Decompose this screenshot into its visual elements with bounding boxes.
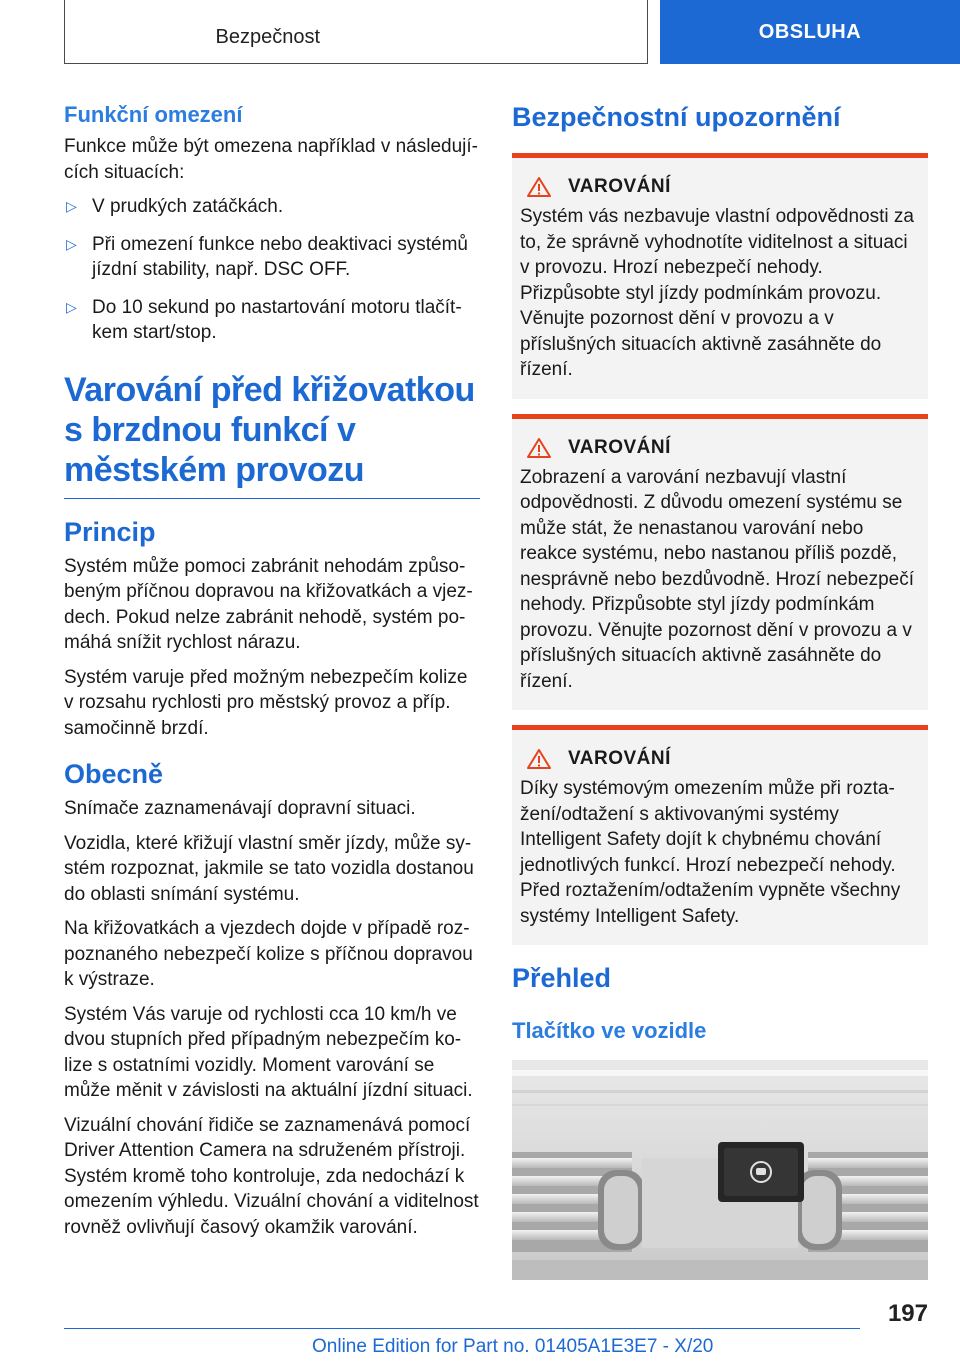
- principle-paragraph-2: Systém varuje před možným nebezpečím kolize v rozsahu rychlosti pro městský provoz a příp. samočinně brzdí.: [64, 666, 468, 739]
- warning-box: [512, 153, 928, 399]
- limits-list: [64, 194, 480, 346]
- general-heading: Obecně: [64, 759, 164, 789]
- safety-heading: Bezpečnostní upozornění: [512, 102, 841, 132]
- triangle-right-icon: ▷: [66, 235, 77, 252]
- safety-button-photo: [512, 1060, 928, 1280]
- limits-heading: Funkční omezení: [64, 102, 243, 127]
- principle-paragraph-1: Systém může pomoci zabránit nehodám způsobeným příčnou dopravou na křižovatkách a vjezdech. Pokud nelze zabránit nehodě, systém pomáhá snížit rychlost nárazu.: [64, 555, 473, 653]
- right-column: [512, 96, 928, 1280]
- list-item: ▷ Do 10 sekund po nastartování motoru tlačítkem start/stop.: [66, 296, 462, 343]
- triangle-right-icon: ▷: [66, 298, 77, 315]
- footer-edition: Online Edition for Part no. 01405A1E3E7 - X/20: [312, 1336, 714, 1357]
- title-divider: [64, 498, 480, 499]
- triangle-right-icon: ▷: [66, 198, 77, 214]
- header-tab: [64, 0, 648, 64]
- general-paragraph-5: Vizuální chování řidiče se zaznamenává pomocí Driver Attention Camera na sdruženém přístroji. Systém kromě toho kontroluje, zda nedochází k omezením výhledu. Vizuální chování a viditelnost rovněž ovlivňují časový okamžik varování.: [64, 1114, 479, 1238]
- warning-box: [512, 725, 928, 945]
- general-paragraph-1: Snímače zaznamenávají dopravní situaci.: [64, 798, 416, 819]
- limits-intro: Funkce může být omezena například v následujících situacích:: [64, 136, 478, 183]
- principle-heading: Princip: [64, 516, 156, 547]
- warning-triangle-icon: [526, 748, 552, 770]
- general-paragraph-3: Na křižovatkách a vjezdech dojde v případě rozpoznaného nebezpečí kolize s příčnou dopravou k výstraze.: [64, 918, 473, 990]
- warning-text: Systém vás nezbavuje vlastní odpovědnosti za to, že správně vyhodnotíte viditelnost a situaci v provozu. Hrozí nebezpečí nehody. Přizpůsobte styl jízdy podmínkám provozu. Věnujte pozornost dění v provozu a v příslušných situacích aktivně zasáhněte do řízení.: [520, 206, 914, 380]
- warning-triangle-icon: [526, 437, 552, 459]
- overview-heading: Přehled: [512, 963, 612, 993]
- warning-text: Díky systémovým omezením může při roztažení/odtažení s aktivovanými systémy Intelligent Safety dojít k chybnému chování jednotlivých funkcí. Hrozí nebezpečí nehody. Před roztažením/odtažením vypněte všechny systémy Intelligent Safety.: [520, 778, 901, 927]
- footer-divider: [64, 1328, 860, 1329]
- warning-title: VAROVÁNÍ: [568, 176, 671, 197]
- list-item: ▷ V prudkých zatáčkách.: [64, 194, 480, 220]
- button-heading: Tlačítko ve vozidle: [512, 1018, 707, 1043]
- page-number: 197: [887, 1300, 928, 1327]
- warning-title: VAROVÁNÍ: [568, 748, 671, 769]
- warning-box: [512, 414, 928, 711]
- list-item: ▷ Při omezení funkce nebo deaktivaci systémů jízdní stability, např. DSC OFF.: [66, 233, 468, 280]
- dashboard-photo-drawing: [512, 1060, 928, 1280]
- warning-triangle-icon: [526, 176, 552, 198]
- general-paragraph-2: Vozidla, které křižují vlastní směr jízdy, může systém rozpoznat, jakmile se tato vozidla dostanou do oblasti snímání systému.: [64, 832, 474, 905]
- header-section-title: Bezpečnost: [215, 26, 320, 48]
- general-paragraph-4: Systém Vás varuje od rychlosti cca 10 km/h ve dvou stupních před případným nebezpečím kolize s ostatními vozidly. Moment varování se může měnit v závislosti na aktuální jízdní situaci.: [64, 1003, 473, 1101]
- warning-title: VAROVÁNÍ: [568, 436, 671, 458]
- chapter-title: Varování před křižovatkou s brzdnou funkcí v městském provozu: [64, 370, 475, 489]
- left-column: [64, 96, 480, 1249]
- header-chapter-tab[interactable]: OBSLUHA: [660, 0, 960, 64]
- warning-text: Zobrazení a varování nezbavují vlastní odpovědnosti. Z důvodu omezení systému se může stát, že nenastanou varování nebo reakce systému, nebo nastanou příliš pozdě, nesprávně nebo bezdůvodně. Hrozí nebezpečí nehody. Přizpůsobte styl jízdy podmínkám provozu. Věnujte pozornost dění v provozu a v příslušných situacích aktivně zasáhněte do řízení.: [520, 466, 914, 692]
